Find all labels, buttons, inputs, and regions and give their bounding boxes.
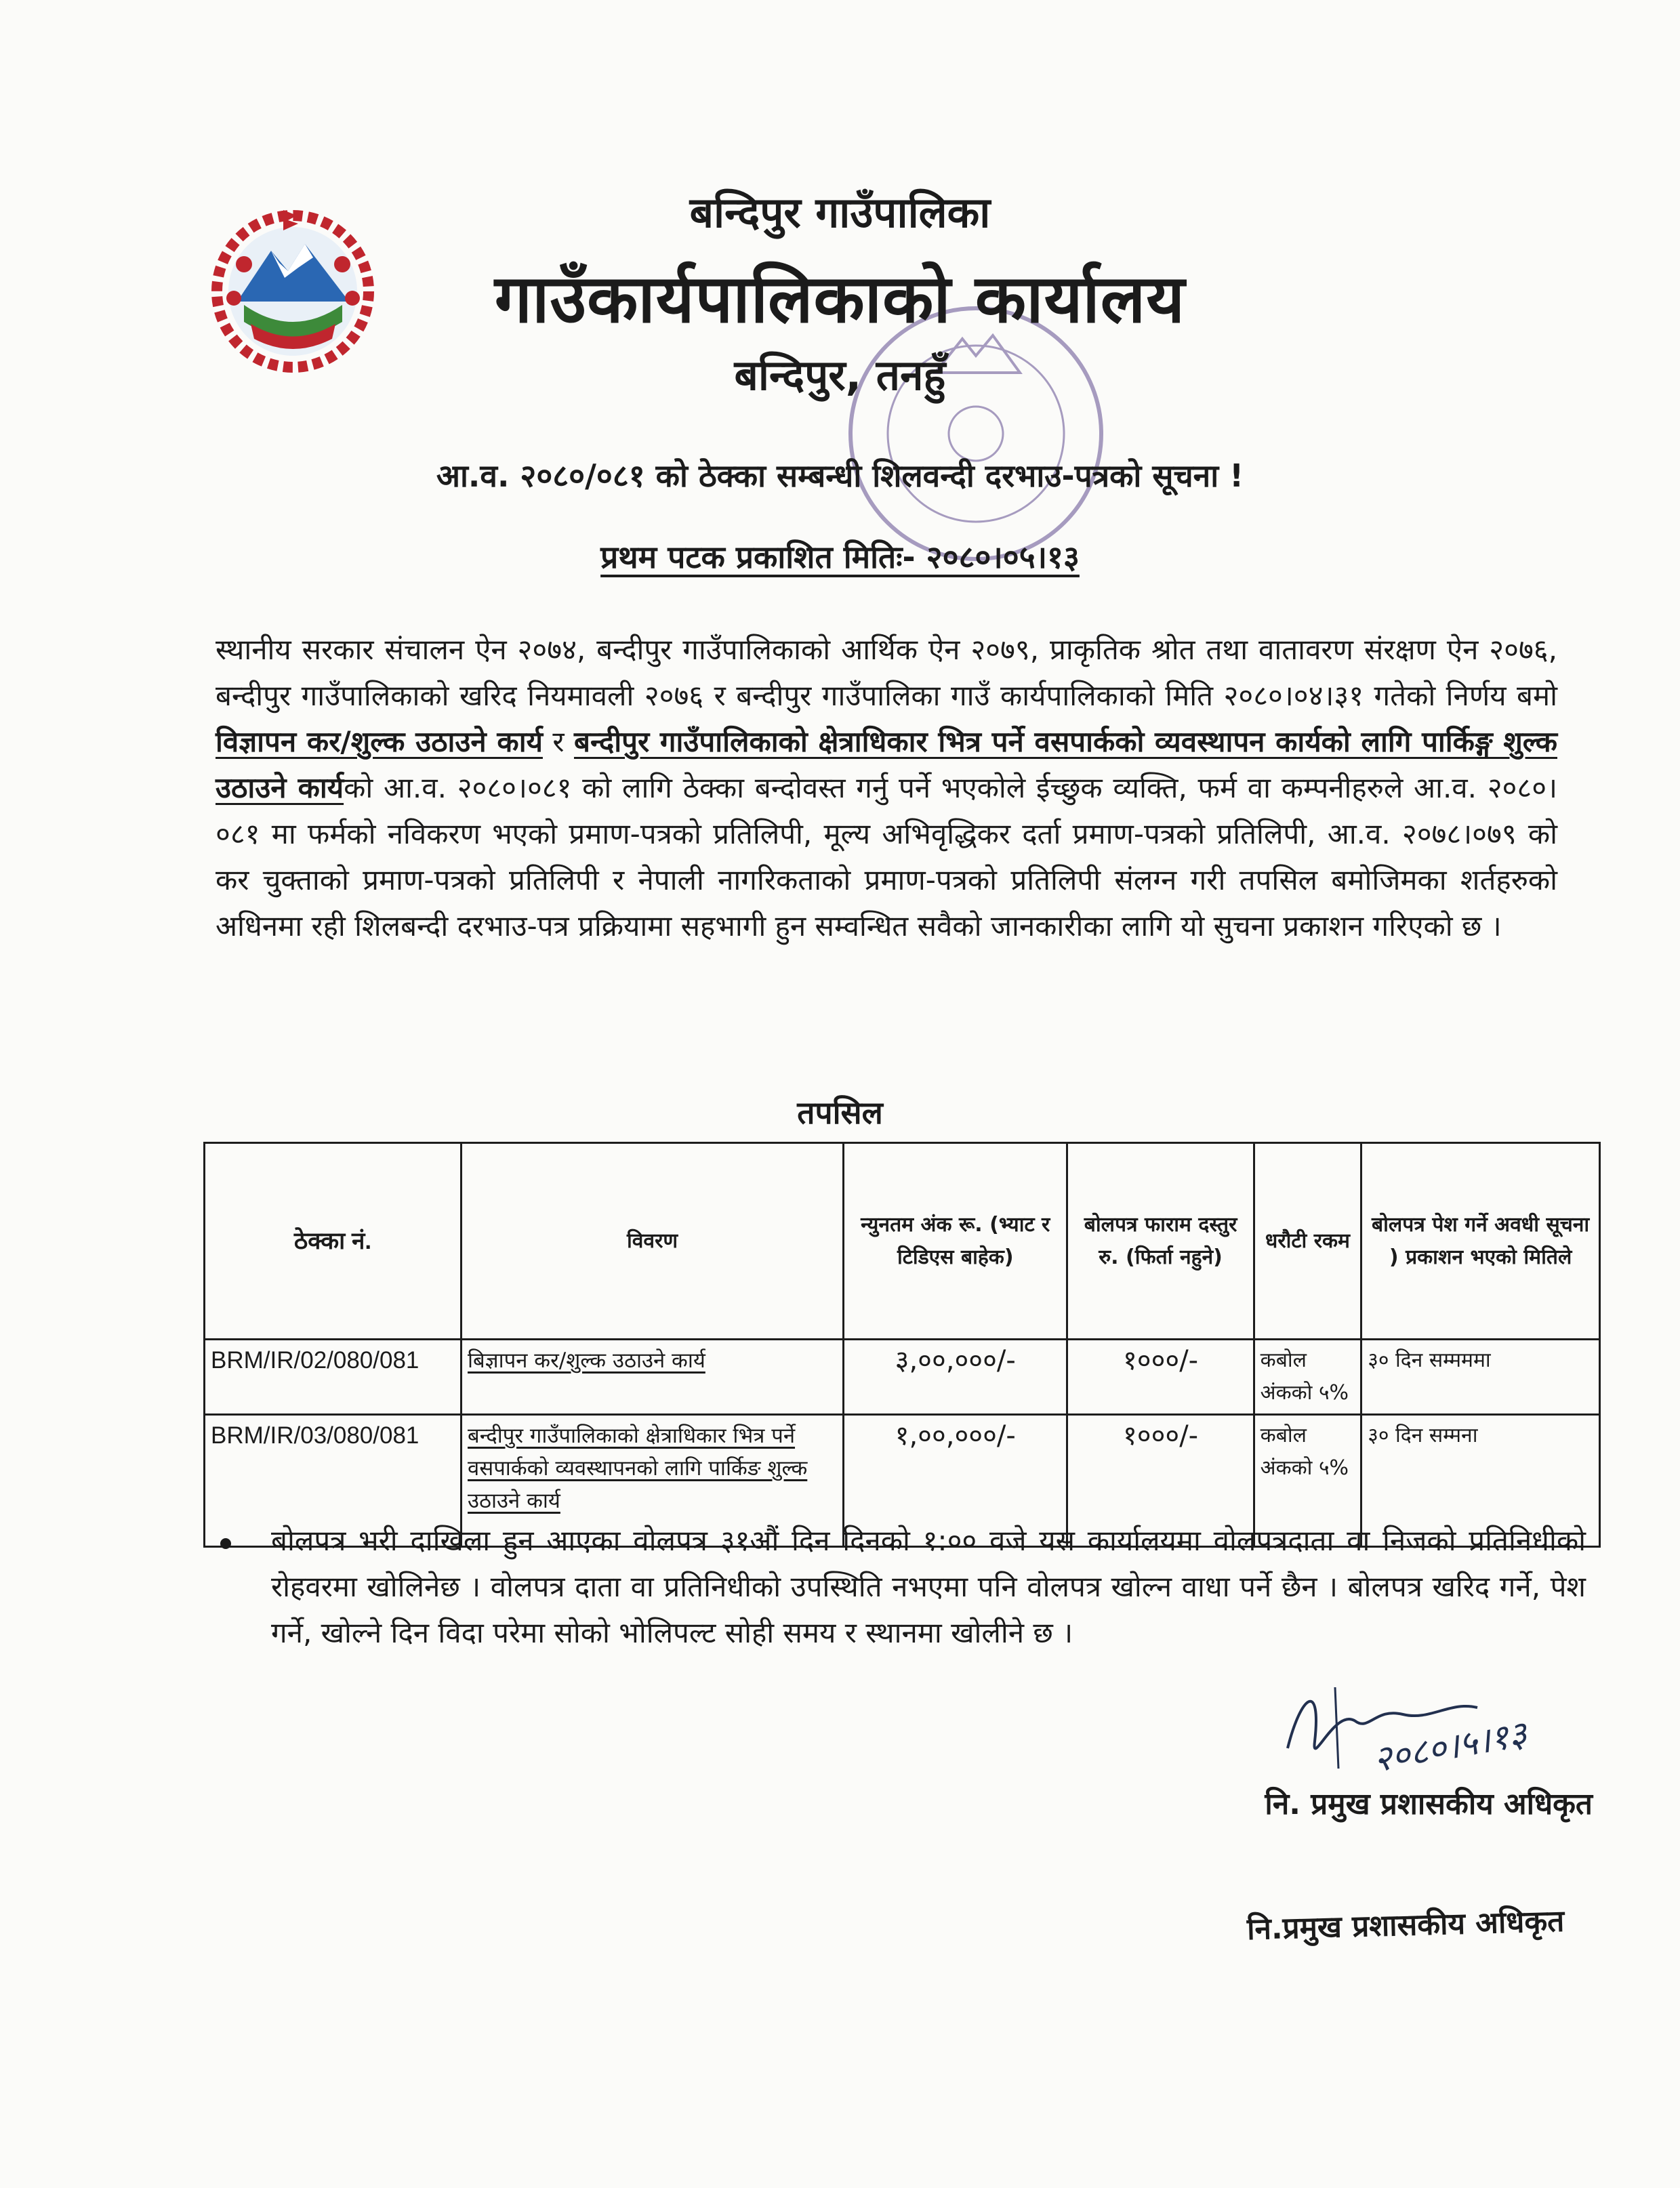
header-submission-period: बोलपत्र पेश गर्ने अवधी सूचना ) प्रकाशन भएको मितिले xyxy=(1361,1143,1600,1340)
cell-submission-period: ३० दिन सम्मना xyxy=(1361,1415,1600,1547)
bullet-icon xyxy=(220,1538,231,1549)
office-location: बन्दिपुर, तनहुँ xyxy=(734,350,946,400)
body-part-1: स्थानीय सरकार संचालन ऐन २०७४, बन्दीपुर गाउँपालिकाको आर्थिक ऐन २०७९, प्राकृतिक श्रोत तथा वातावरण संरक्षण ऐन २०७६, बन्दीपुर गाउँपालिकाको खरिद नियमावली २०७६ र बन्दीपुर गाउँपालिका गाउँ कार्यपालिकाको मिति २०८०।०४।३१ गतेको निर्णय बमो xyxy=(216,633,1557,712)
cell-minimum-amount: १,००,०००/- xyxy=(844,1415,1067,1547)
cell-contract-no: BRM/IR/03/080/081 xyxy=(205,1415,462,1547)
header-contract-no: ठेक्का नं. xyxy=(205,1143,462,1340)
notice-title: आ.व. २०८०/०८१ को ठेक्का सम्बन्धी शिलवन्दी दरभाउ-पत्रको सूचना ! xyxy=(436,457,1244,494)
cell-form-fee: १०००/- xyxy=(1067,1415,1254,1547)
designation-stamp: नि.प्रमुख प्रशासकीय अधिकृत xyxy=(1246,1903,1565,1947)
cell-submission-period: ३० दिन सम्मममा xyxy=(1361,1340,1600,1415)
body-emphasis-parking-fee: बन्दीपुर गाउँपालिकाको क्षेत्राधिकार भित्र पर्ने वसपार्कको व्यवस्थापन कार्यको लागि पार्किङ्ग शुल्क उठाउने कार्य xyxy=(216,725,1557,804)
signature xyxy=(1274,1667,1613,1789)
signatory-title: नि. प्रमुख प्रशासकीय अधिकृत xyxy=(1265,1787,1593,1821)
signature-date: २०८०।५।१३ xyxy=(1370,1714,1530,1781)
cell-deposit: कबोल अंकको ५% xyxy=(1254,1415,1361,1547)
table-row xyxy=(205,1340,1600,1415)
body-part-2: र xyxy=(542,725,574,758)
header-form-fee: बोलपत्र फाराम दस्तुर रु. (फिर्ता नहुने) xyxy=(1067,1143,1254,1340)
cell-description: बन्दीपुर गाउँपालिकाको क्षेत्राधिकार भित्र पर्ने वसपार्कको व्यवस्थापनको लागि पार्किङ शुल्क उठाउने कार्य xyxy=(462,1415,844,1547)
office-title: गाउँकार्यपालिकाको कार्यालय xyxy=(494,261,1186,338)
cell-deposit: कबोल अंकको ५% xyxy=(1254,1340,1361,1415)
cell-minimum-amount: ३,००,०००/- xyxy=(844,1340,1067,1415)
table-header-row xyxy=(205,1143,1600,1340)
notice-body xyxy=(216,627,1557,949)
publish-date xyxy=(0,535,1680,577)
cell-description: बिज्ञापन कर/शुल्क उठाउने कार्य xyxy=(462,1340,844,1415)
table-caption: तपसिल xyxy=(797,1094,883,1131)
header-deposit: धरौटी रकम xyxy=(1254,1143,1361,1340)
publish-date-text: प्रथम पटक प्रकाशित मितिः- २०८०।०५।१३ xyxy=(600,539,1080,575)
cell-contract-no: BRM/IR/02/080/081 xyxy=(205,1340,462,1415)
tender-table xyxy=(203,1142,1601,1548)
body-emphasis-advertisement-tax: विज्ञापन कर/शुल्क उठाउने कार्य xyxy=(216,725,543,758)
office-name: बन्दिपुर गाउँपालिका xyxy=(689,188,991,237)
header-description: विवरण xyxy=(462,1143,844,1340)
bid-opening-note: बोलपत्र भरी दाखिला हुन आएका वोलपत्र ३१औं दिन दिनको १:०० वजे यस कार्यालयमा वोलपत्रदाता वा निजको प्रतिनिधीको रोहवरमा खोलिनेछ । वोलपत्र दाता वा प्रतिनिधीको उपस्थिति नभएमा पनि वोलपत्र खोल्न वाधा पर्ने छैन । बोलपत्र खरिद गर्ने, पेश गर्ने, खोल्ने दिन विदा परेमा सोको भोलिपल्ट सोही समय र स्थानमा खोलीने छ । xyxy=(271,1524,1586,1649)
body-part-3: को आ.व. २०८०।०८१ को लागि ठेक्का बन्दोवस्त गर्नु पर्ने भएकोले ईच्छुक व्यक्ति, फर्म वा कम्पनीहरुले आ.व. २०८०।०८१ मा फर्मको नविकरण भएको प्रमाण-पत्रको प्रतिलिपी, मूल्य अभिवृद्धिकर दर्ता प्रमाण-पत्रको प्रतिलिपी, आ.व. २०७८।०७९ को कर चुक्ताको प्रमाण-पत्रको प्रतिलिपी र नेपाली नागरिकताको प्रमाण-पत्रको प्रतिलिपी संलग्न गरी तपसिल बमोजिमका शर्तहरुको अधिनमा रही शिलबन्दी दरभाउ-पत्र प्रक्रियामा सहभागी हुन सम्वन्धित सवैको जानकारीका लागि यो सुचना प्रकाशन गरिएको छ । xyxy=(216,771,1557,943)
header-minimum-amount: न्युनतम अंक रू. (भ्याट र टिडिएस बाहेक) xyxy=(844,1143,1067,1340)
cell-form-fee: १०००/- xyxy=(1067,1340,1254,1415)
